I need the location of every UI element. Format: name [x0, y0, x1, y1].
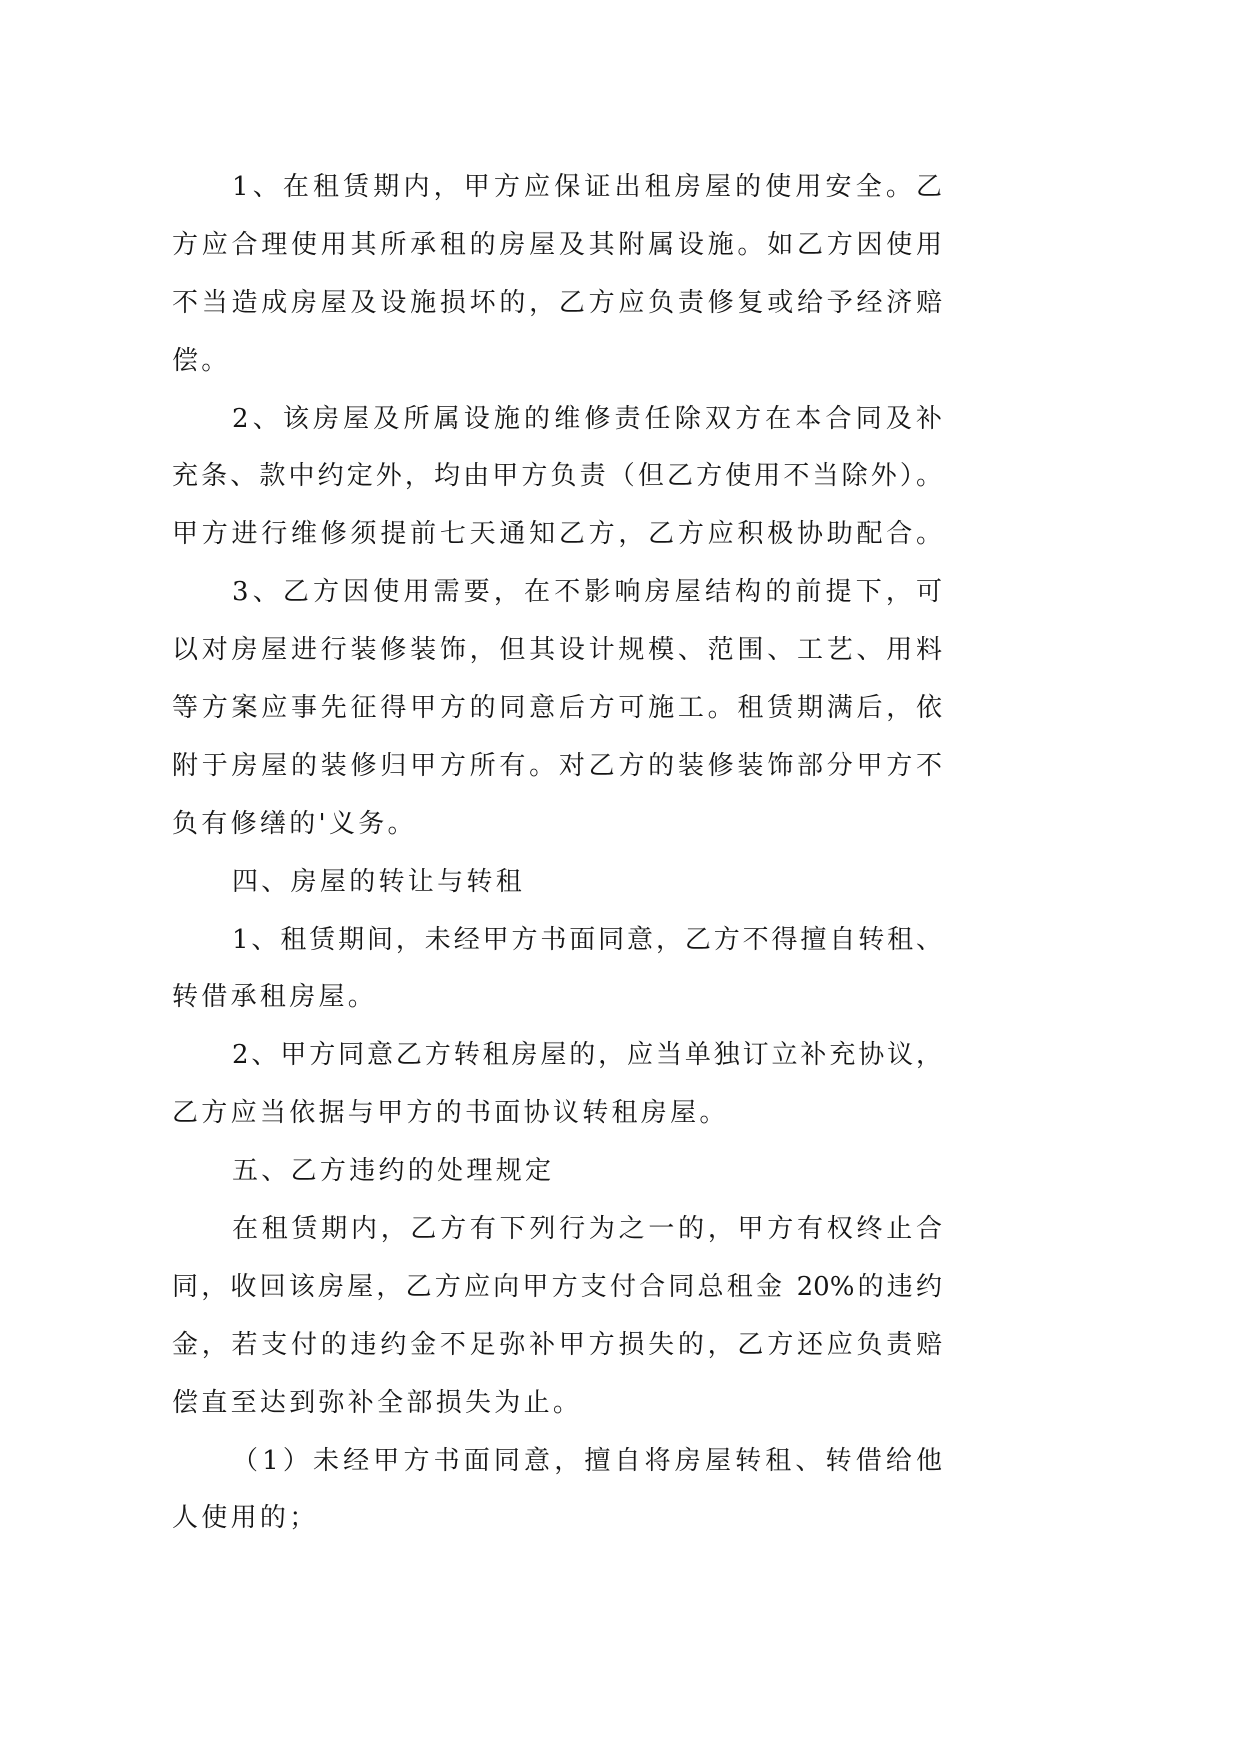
text-line: 充条、款中约定外，均由甲方负责（但乙方使用不当除外）。	[172, 461, 942, 492]
document-body	[172, 159, 942, 1548]
paragraph-clause-1	[172, 159, 942, 391]
text-line: 甲方进行维修须提前七天通知乙方，乙方应积极协助配合。	[172, 519, 942, 550]
section-heading-5	[172, 1143, 942, 1201]
paragraph-sublet-1	[172, 912, 942, 1028]
text-line: 等方案应事先征得甲方的同意后方可施工。租赁期满后，依	[172, 693, 942, 724]
paragraph-clause-2	[172, 391, 942, 565]
text-line: 偿。	[172, 345, 231, 376]
text-line: 偿直至达到弥补全部损失为止。	[172, 1387, 583, 1418]
section-heading: 五、乙方违约的处理规定	[232, 1156, 555, 1187]
text-line: 2、该房屋及所属设施的维修责任除双方在本合同及补	[232, 403, 942, 434]
text-line: 3、乙方因使用需要，在不影响房屋结构的前提下，可	[232, 577, 942, 608]
text-line: 在租赁期内，乙方有下列行为之一的，甲方有权终止合	[232, 1214, 942, 1245]
paragraph-breach-intro	[172, 1201, 942, 1433]
text-line: 金，若支付的违约金不足弥补甲方损失的，乙方还应负责赔	[172, 1329, 942, 1360]
paragraph-clause-3	[172, 564, 942, 853]
text-line: （1）未经甲方书面同意，擅自将房屋转租、转借给他	[232, 1445, 942, 1476]
section-heading-4	[172, 854, 942, 912]
text-line: 负有修缮的'义务。	[172, 808, 417, 839]
paragraph-breach-item-1	[172, 1433, 942, 1549]
text-line: 1、在租赁期内，甲方应保证出租房屋的使用安全。乙	[232, 172, 942, 202]
text-line: 乙方应当依据与甲方的书面协议转租房屋。	[172, 1098, 729, 1129]
text-line: 1、租赁期间，未经甲方书面同意，乙方不得擅自转租、	[232, 924, 942, 955]
text-line: 人使用的；	[172, 1503, 319, 1534]
text-line: 同，收回该房屋，乙方应向甲方支付合同总租金 20%的违约	[172, 1271, 942, 1302]
text-line: 不当造成房屋及设施损坏的，乙方应负责修复或给予经济赔	[172, 287, 942, 318]
paragraph-sublet-2	[172, 1027, 942, 1143]
text-line: 附于房屋的装修归甲方所有。对乙方的装修装饰部分甲方不	[172, 750, 942, 781]
text-line: 以对房屋进行装修装饰，但其设计规模、范围、工艺、用料	[172, 635, 942, 666]
text-line: 方应合理使用其所承租的房屋及其附属设施。如乙方因使用	[172, 229, 942, 260]
text-line: 转借承租房屋。	[172, 982, 378, 1013]
section-heading: 四、房屋的转让与转租	[232, 866, 526, 897]
text-line: 2、甲方同意乙方转租房屋的，应当单独订立补充协议，	[232, 1040, 942, 1071]
